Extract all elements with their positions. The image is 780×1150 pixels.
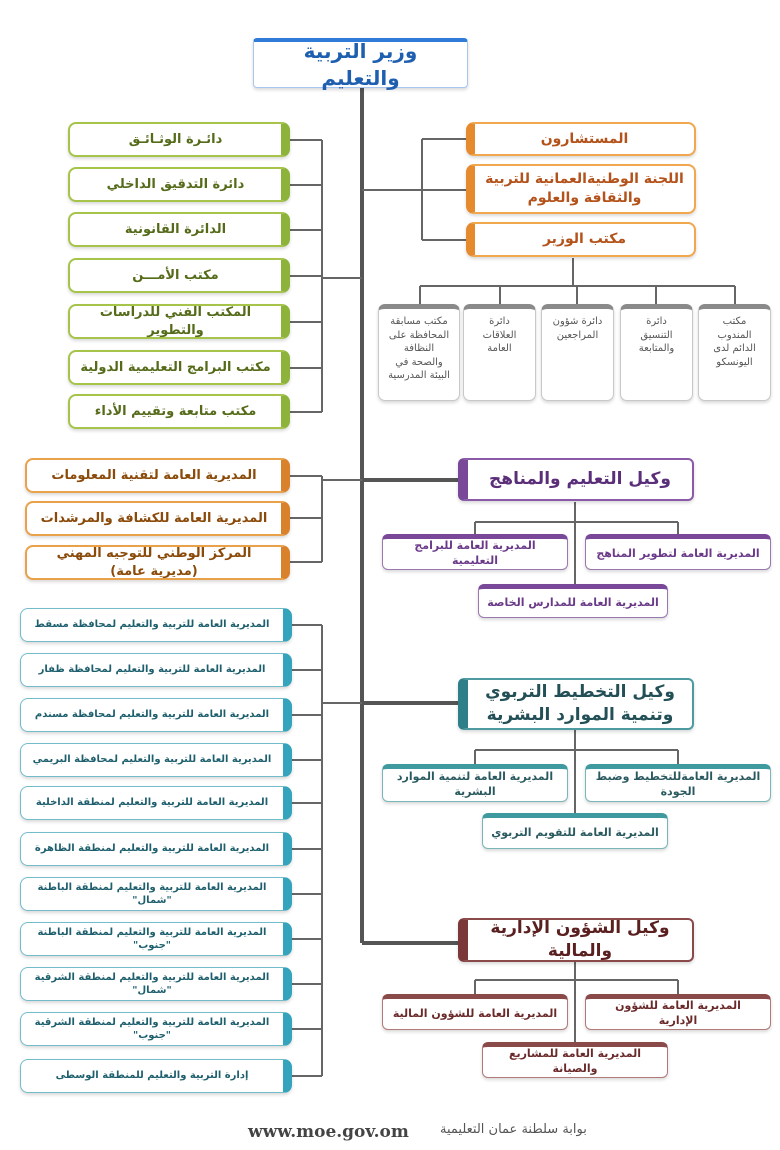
sub-label: المديرية العامة للمشاريع والصيانة: [508, 1047, 642, 1075]
regional-directorate: [20, 608, 292, 642]
regional-directorate: [20, 922, 292, 956]
educational-programs-directorate: [382, 534, 568, 570]
coordination-dept: [620, 304, 693, 401]
office-internal-audit: [68, 167, 290, 202]
directorate-label: المديرية العامة للكشافة والمرشدات: [40, 510, 268, 526]
directorate-label: المديرية العامة لتقنية المعلومات: [51, 467, 257, 483]
hr-development-directorate: [382, 764, 568, 802]
minister-title: وزير التربية والتعليم: [303, 38, 418, 90]
public-relations-dept: [463, 304, 536, 401]
advisors-box: [466, 122, 696, 156]
regional-directorate: [20, 653, 292, 687]
minister-box: [253, 38, 468, 88]
it-directorate: [25, 458, 290, 493]
unit-label: دائرة شؤون المراجعين: [552, 316, 603, 341]
office-label: المكتب الفني للدراسات والتطوير: [99, 304, 252, 338]
regional-label: المديرية العامة للتربية والتعليم لمنطقة الظاهرة: [34, 843, 270, 855]
regional-label: المديرية العامة للتربية والتعليم لمنطقة الباطنة "جنوب": [37, 926, 267, 951]
unit-label: دائرة العلاقات العامة: [482, 316, 517, 354]
unit-label: مكتب المندوب الدائم لدى اليونسكو: [713, 316, 756, 368]
office-security: [68, 258, 290, 293]
office-technical-studies: [68, 304, 290, 339]
admin-affairs-directorate: [585, 994, 771, 1030]
regional-label: المديرية العامة للتربية والتعليم لمنطقة الشرقية "جنوب": [34, 1016, 270, 1041]
regional-directorate: [20, 786, 292, 820]
sub-label: المديرية العامة لتطوير المناهج: [596, 546, 760, 560]
regional-directorate: [20, 698, 292, 732]
regional-directorate: [20, 832, 292, 866]
deputy-admin-finance: [458, 918, 694, 962]
unesco-delegate-office: [698, 304, 771, 401]
educational-evaluation-directorate: [482, 813, 668, 849]
planning-quality-directorate: [585, 764, 771, 802]
office-label: دائرة التدقيق الداخلي: [106, 176, 245, 192]
deputy-planning-hr: [458, 678, 694, 730]
minister-office-label: مكتب الوزير: [542, 231, 627, 248]
office-intl-programs: [68, 350, 290, 385]
footer-url[interactable]: www.moe.gov.om: [248, 1122, 409, 1142]
office-documents: [68, 122, 290, 157]
regional-label: المديرية العامة للتربية والتعليم لمنطقة الباطنة "شمال": [37, 881, 267, 906]
regional-label: المديرية العامة للتربية والتعليم لمحافظة البريمي: [32, 754, 272, 766]
curricula-development-directorate: [585, 534, 771, 570]
sub-label: المديرية العامة لتنمية الموارد البشرية: [396, 770, 554, 798]
office-label: مكتب متابعة وتقييم الأداء: [94, 403, 257, 419]
advisors-label: المستشارون: [540, 130, 629, 147]
sub-label: المديرية العامةللتخطيط وضبط الجودة: [595, 770, 761, 798]
sub-label: المديرية العامة للشؤون المالية: [392, 1006, 558, 1020]
office-label: دائـرة الوثـائـق: [128, 131, 223, 147]
sub-label: المديرية العامة للبرامج التعليمية: [414, 539, 536, 567]
minister-office-box: [466, 222, 696, 257]
career-guidance-center: [25, 545, 290, 580]
regional-directorate: [20, 1012, 292, 1046]
office-legal: [68, 212, 290, 247]
regional-directorate: [20, 877, 292, 911]
sub-label: المديرية العامة للشؤون الإدارية: [615, 999, 741, 1027]
scouts-directorate: [25, 501, 290, 536]
regional-label: المديرية العامة للتربية والتعليم لمحافظة ظفار: [38, 664, 266, 676]
regional-label: المديرية العامة للتربية والتعليم لمحافظة مسندم: [34, 709, 270, 721]
office-label: الدائرة القانونية: [124, 221, 227, 237]
regional-label: المديرية العامة للتربية والتعليم لمحافظة مسقط: [34, 619, 270, 631]
footer-portal-name: بوابة سلطنة عمان التعليمية: [440, 1122, 587, 1137]
national-commission-label: اللجنة الوطنيةالعمانية للتربية والثقافة والعلوم: [485, 171, 684, 206]
regional-label: المديرية العامة للتربية والتعليم لمنطقة الشرقية "شمال": [34, 971, 270, 996]
projects-maintenance-directorate: [482, 1042, 668, 1078]
unit-label: مكتب مسابقة المحافظة على النظافة والصحة في البيئة المدرسية: [388, 316, 450, 381]
private-schools-directorate: [478, 584, 668, 618]
regional-label: المديرية العامة للتربية والتعليم لمنطقة الداخلية: [35, 797, 269, 809]
office-performance: [68, 394, 290, 429]
office-label: مكتب الأمـــن: [132, 267, 219, 283]
regional-label: إدارة التربية والتعليم للمنطقة الوسطى: [55, 1070, 249, 1082]
sub-label: المديرية العامة للمدارس الخاصة: [487, 595, 659, 609]
directorate-label: المركز الوطني للتوجيه المهني (مديرية عامة): [56, 545, 252, 579]
sub-label: المديرية العامة للتقويم التربوي: [491, 825, 659, 839]
cleanliness-competition-office: [378, 304, 460, 401]
regional-directorate: [20, 1059, 292, 1093]
regional-directorate: [20, 967, 292, 1001]
office-label: مكتب البرامج التعليمية الدولية: [80, 359, 271, 375]
financial-affairs-directorate: [382, 994, 568, 1030]
national-commission-box: [466, 164, 696, 214]
visitors-affairs-dept: [541, 304, 614, 401]
deputy-title: وكيل التعليم والمناهج: [489, 469, 671, 490]
unit-label: دائرة التنسيق والمتابعة: [638, 316, 675, 354]
deputy-education-curricula: [458, 458, 694, 501]
deputy-title: وكيل الشؤون الإدارية والمالية: [490, 918, 670, 961]
deputy-title: وكيل التخطيط التربوي وتنمية الموارد البشرية: [485, 682, 675, 725]
regional-directorate: [20, 743, 292, 777]
